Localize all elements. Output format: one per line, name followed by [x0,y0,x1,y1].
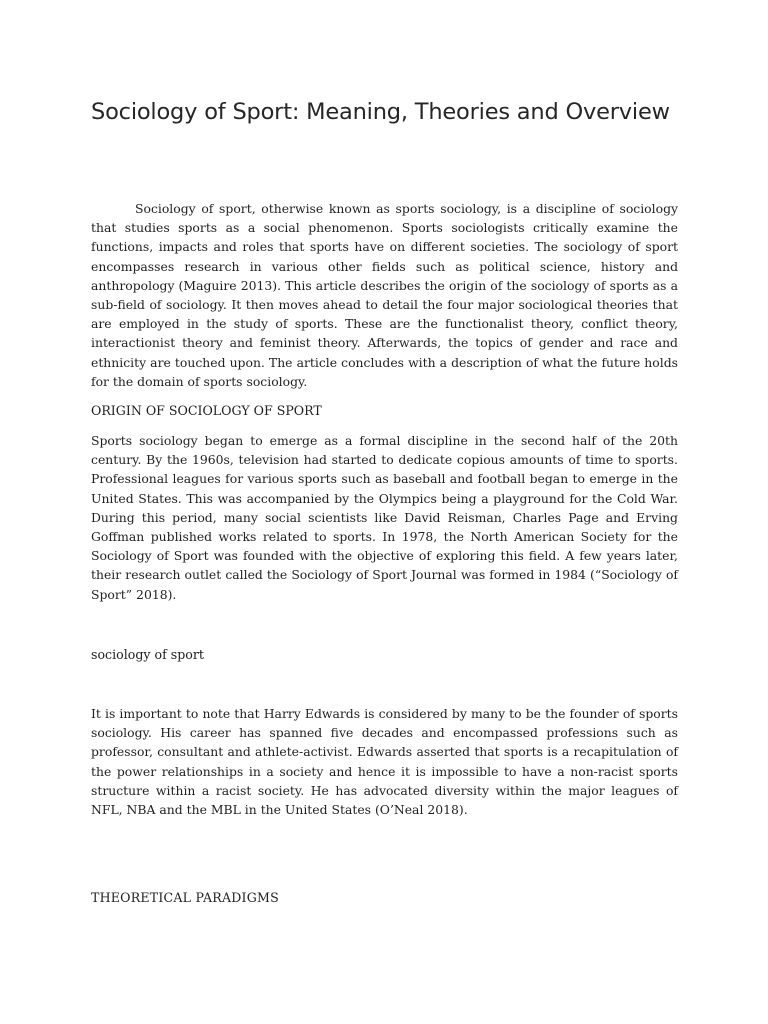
document-title: Sociology of Sport: Meaning, Theories and Overview [91,99,670,125]
edwards-paragraph: It is important to note that Harry Edwards is considered by many to be the founder of sports sociology. His career has spanned five decades and encompassed professions such as professor, consultant and athlete-activist. Edwards asserted that sports is a recapitulation of the power relationships in a society and hence it is impossible to have a non-racist sports structure within a racist society. He has advocated diversity within the major leagues of NFL, NBA and the MBL in the United States (O’Neal 2018). [91,706,678,818]
subheading-sociology-of-sport: sociology of sport [91,647,204,662]
section-heading-origin: ORIGIN OF SOCIOLOGY OF SPORT [91,403,322,418]
intro-paragraph: Sociology of sport, otherwise known as sports sociology, is a discipline of sociology that studies sports as a social phenomenon. Sports sociologists critically examine the functions, impacts and roles that sports have on different societies. The sociology of sport encompasses research in various other fields such as political science, history and anthropology (Maguire 2013). This article describes the origin of the sociology of sports as a sub-field of sociology. It then moves ahead to detail the four major sociological theories that are employed in the study of sports. These are the functionalist theory, conflict theory, interactionist theory and feminist theory. Afterwards, the topics of gender and race and ethnicity are touched upon. The article concludes with a description of what the future holds for the domain of sports sociology. [91,201,678,389]
section-heading-theoretical-paradigms: THEORETICAL PARADIGMS [91,890,279,905]
origin-paragraph: Sports sociology began to emerge as a formal discipline in the second half of the 20th century. By the 1960s, television had started to dedicate copious amounts of time to sports. Professional leagues for various sports such as baseball and football began to emerge in the United States. This was accompanied by the Olympics being a playground for the Cold War. During this period, many social scientists like David Reisman, Charles Page and Erving Goffman published works related to sports. In 1978, the North American Society for the Sociology of Sport was founded with the objective of exploring this field. A few years later, their research outlet called the Sociology of Sport Journal was formed in 1984 (“Sociology of Sport” 2018). [91,433,678,602]
